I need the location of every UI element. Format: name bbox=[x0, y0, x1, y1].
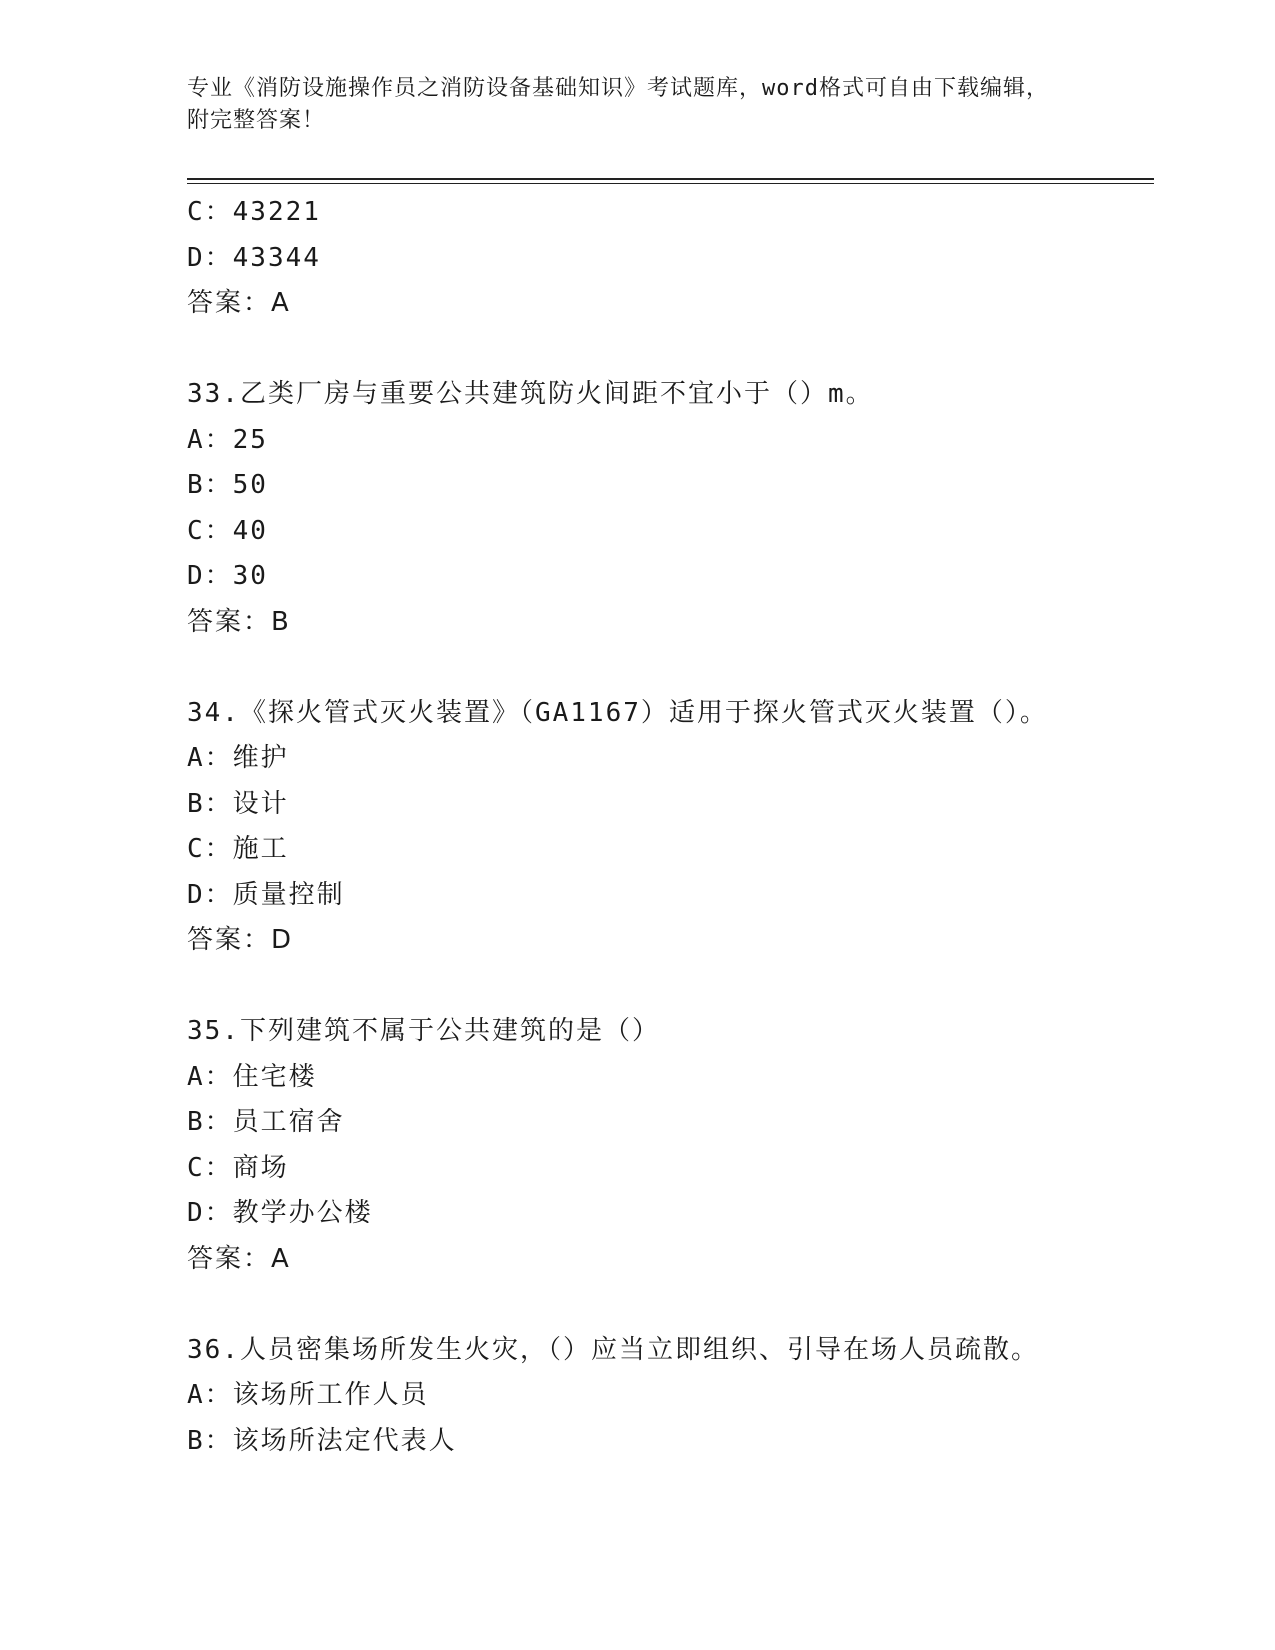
header-divider-thin bbox=[187, 183, 1154, 184]
question-stem: 36.人员密集场所发生火灾，（）应当立即组织、引导在场人员疏散。 bbox=[187, 1334, 1039, 1365]
spacer bbox=[187, 645, 1167, 691]
spacer bbox=[187, 1282, 1167, 1328]
spacer bbox=[187, 964, 1167, 1010]
question-32-tail bbox=[187, 190, 1167, 327]
option-d: D：43344 bbox=[187, 242, 321, 273]
document-header: 专业《消防设施操作员之消防设备基础知识》考试题库，word格式可自由下载编辑，附完整答案！ bbox=[187, 76, 1049, 133]
option-b: B：该场所法定代表人 bbox=[187, 1425, 457, 1456]
question-33 bbox=[187, 372, 1167, 645]
question-stem: 33.乙类厂房与重要公共建筑防火间距不宜小于（）m。 bbox=[187, 379, 874, 409]
question-34 bbox=[187, 691, 1167, 964]
option-c: C：商场 bbox=[187, 1152, 289, 1183]
question-stem: 34.《探火管式灭火装置》（GA1167）适用于探火管式灭火装置（）。 bbox=[187, 697, 1048, 728]
option-b: B：设计 bbox=[187, 788, 289, 819]
header-divider bbox=[187, 178, 1154, 180]
question-35 bbox=[187, 1009, 1167, 1282]
question-list bbox=[187, 190, 1167, 1464]
answer-label: 答案：D bbox=[187, 925, 294, 955]
answer-label: 答案：B bbox=[187, 606, 291, 637]
option-d: D：教学办公楼 bbox=[187, 1198, 373, 1228]
option-a: A：25 bbox=[187, 424, 268, 455]
question-36 bbox=[187, 1328, 1167, 1465]
answer-label: 答案：A bbox=[187, 288, 291, 318]
option-a: A：该场所工作人员 bbox=[187, 1380, 429, 1410]
option-a: A：住宅楼 bbox=[187, 1061, 317, 1092]
answer-label: 答案：A bbox=[187, 1243, 291, 1274]
option-c: C：施工 bbox=[187, 834, 289, 864]
option-d: D：质量控制 bbox=[187, 879, 345, 910]
option-d: D：30 bbox=[187, 561, 268, 591]
option-a: A：维护 bbox=[187, 743, 289, 773]
spacer bbox=[187, 327, 1167, 373]
option-c: C：40 bbox=[187, 515, 268, 546]
option-b: B：50 bbox=[187, 470, 268, 500]
option-c: C：43221 bbox=[187, 197, 321, 227]
question-stem: 35.下列建筑不属于公共建筑的是（） bbox=[187, 1016, 660, 1046]
option-b: B：员工宿舍 bbox=[187, 1107, 345, 1137]
